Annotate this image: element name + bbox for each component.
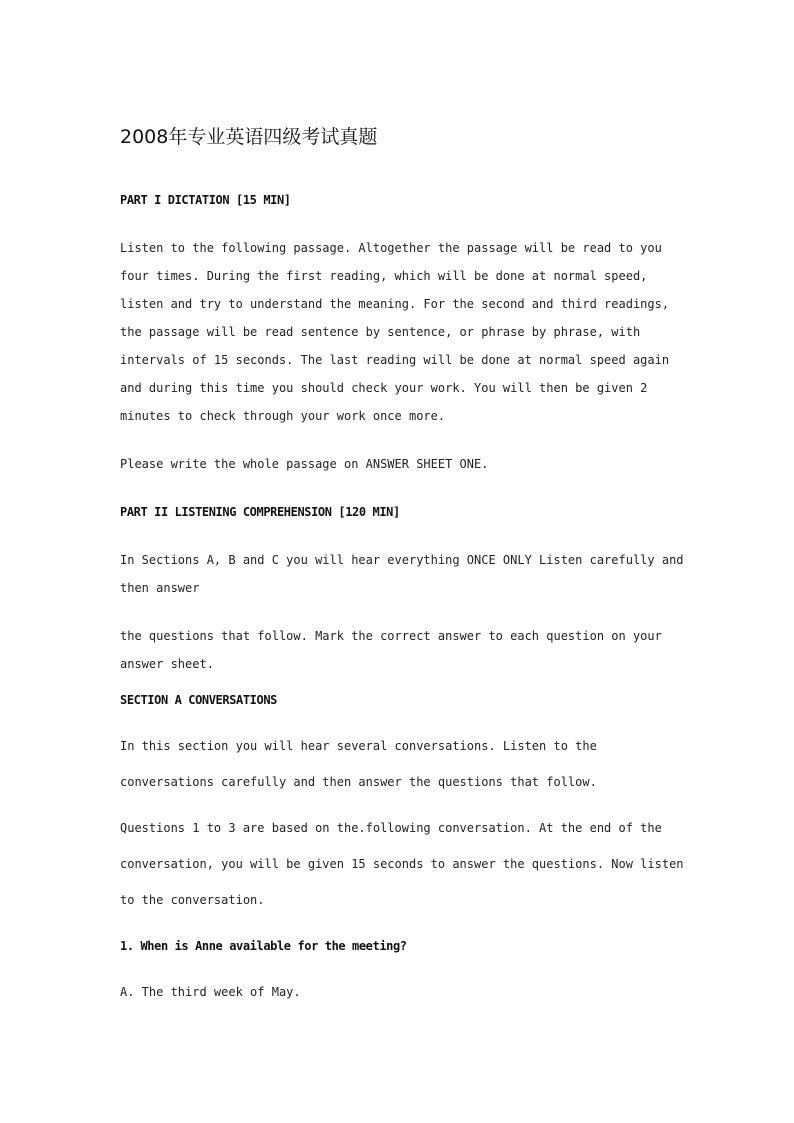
instruction-line: intervals of 15 seconds. The last reading will be done at normal speed again xyxy=(120,353,670,367)
instruction-line: four times. During the first reading, which will be done at normal speed, xyxy=(120,269,648,283)
part-2-heading: PART II LISTENING COMPREHENSION [120 MIN] xyxy=(120,505,400,519)
intro-line: Questions 1 to 3 are based on the.following conversation. At the end of the xyxy=(120,821,662,835)
intro-line: conversation, you will be given 15 seconds to answer the questions. Now listen xyxy=(120,857,684,871)
section-a-heading: SECTION A CONVERSATIONS xyxy=(120,693,277,707)
instruction-line: the passage will be read sentence by sentence, or phrase by phrase, with xyxy=(120,325,641,339)
intro-line: In Sections A, B and C you will hear everything ONCE ONLY Listen carefully and xyxy=(120,553,684,567)
question-1: 1. When is Anne available for the meeting? xyxy=(120,939,407,953)
part-1-heading: PART I DICTATION [15 MIN] xyxy=(120,193,291,207)
instruction-line: listen and try to understand the meaning. For the second and third readings, xyxy=(120,297,670,311)
instruction-line: minutes to check through your work once more. xyxy=(120,409,446,423)
document-title: 2008年专业英语四级考试真题 xyxy=(120,126,378,148)
part-1-note: Please write the whole passage on ANSWER SHEET ONE. xyxy=(120,457,489,471)
intro-line: answer sheet. xyxy=(120,657,214,671)
question-1-option-a: A. The third week of May. xyxy=(120,985,301,999)
instruction-line: and during this time you should check your work. You will then be given 2 xyxy=(120,381,648,395)
intro-line: the questions that follow. Mark the correct answer to each question on your xyxy=(120,629,662,643)
intro-line: to the conversation. xyxy=(120,893,265,907)
intro-line: conversations carefully and then answer the questions that follow. xyxy=(120,775,597,789)
instruction-line: Listen to the following passage. Altogether the passage will be read to you xyxy=(120,241,662,255)
intro-line: In this section you will hear several conversations. Listen to the xyxy=(120,739,597,753)
intro-line: then answer xyxy=(120,581,200,595)
